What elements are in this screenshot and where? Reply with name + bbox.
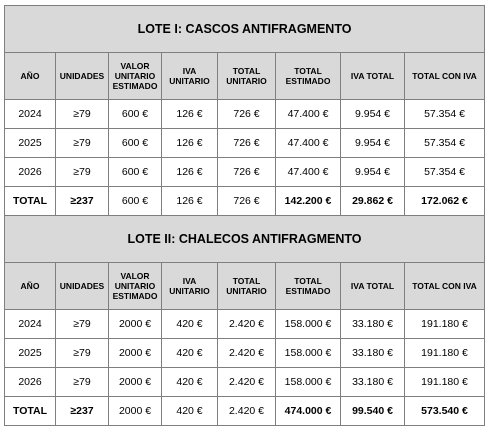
cell-year: 2026 [5,158,56,187]
cell-estimated-total: 47.400 € [276,158,341,187]
lot-title: LOTE I: CASCOS ANTIFRAGMENTO [5,6,485,53]
cell-unit-value: 600 € [109,158,162,187]
column-header-row [5,53,485,100]
column-header-row [5,263,485,310]
column-header-units: UNIDADES [56,53,109,100]
column-header-estimated-total: TOTAL ESTIMADO [276,263,341,310]
cell-unit-total: 726 € [218,158,276,187]
cell-vat-total: 9.954 € [341,129,405,158]
cell-unit-value: 2000 € [109,339,162,368]
table-row [5,129,485,158]
cell-unit-vat: 420 € [162,368,218,397]
total-cell-unit-vat: 126 € [162,187,218,216]
pricing-document [4,5,484,426]
total-cell-year: TOTAL [5,187,56,216]
cell-vat-total: 9.954 € [341,100,405,129]
cell-vat-total: 9.954 € [341,158,405,187]
lot-title-row [5,6,485,53]
column-header-vat-total: IVA TOTAL [341,263,405,310]
column-header-year: AÑO [5,53,56,100]
cell-total-with-vat: 57.354 € [405,158,485,187]
total-cell-total-with-vat: 172.062 € [405,187,485,216]
lot-title-row [5,216,485,263]
column-header-units: UNIDADES [56,263,109,310]
total-cell-total-with-vat: 573.540 € [405,397,485,426]
cell-vat-total: 33.180 € [341,339,405,368]
lot-title: LOTE II: CHALECOS ANTIFRAGMENTO [5,216,485,263]
cell-vat-total: 33.180 € [341,368,405,397]
column-header-unit-vat: IVA UNITARIO [162,53,218,100]
column-header-unit-vat: IVA UNITARIO [162,263,218,310]
cell-total-with-vat: 191.180 € [405,310,485,339]
total-cell-vat-total: 29.862 € [341,187,405,216]
cell-unit-value: 600 € [109,100,162,129]
table-row [5,339,485,368]
column-header-unit-total: TOTAL UNITARIO [218,263,276,310]
column-header-year: AÑO [5,263,56,310]
column-header-unit-value: VALOR UNITARIO ESTIMADO [109,263,162,310]
cell-estimated-total: 158.000 € [276,368,341,397]
total-cell-estimated-total: 474.000 € [276,397,341,426]
total-cell-unit-vat: 420 € [162,397,218,426]
table-row [5,158,485,187]
total-cell-units: ≥237 [56,187,109,216]
pricing-table [4,5,485,426]
cell-units: ≥79 [56,368,109,397]
cell-unit-total: 726 € [218,129,276,158]
total-cell-year: TOTAL [5,397,56,426]
column-header-unit-total: TOTAL UNITARIO [218,53,276,100]
cell-unit-total: 726 € [218,100,276,129]
cell-units: ≥79 [56,129,109,158]
cell-units: ≥79 [56,310,109,339]
cell-unit-vat: 126 € [162,100,218,129]
cell-total-with-vat: 191.180 € [405,368,485,397]
cell-year: 2024 [5,310,56,339]
table-body [5,6,485,426]
cell-estimated-total: 158.000 € [276,310,341,339]
total-cell-vat-total: 99.540 € [341,397,405,426]
cell-estimated-total: 158.000 € [276,339,341,368]
total-row [5,397,485,426]
cell-unit-total: 2.420 € [218,339,276,368]
cell-unit-value: 2000 € [109,368,162,397]
column-header-total-with-vat: TOTAL CON IVA [405,53,485,100]
cell-unit-total: 2.420 € [218,368,276,397]
column-header-total-with-vat: TOTAL CON IVA [405,263,485,310]
cell-total-with-vat: 191.180 € [405,339,485,368]
cell-unit-value: 600 € [109,129,162,158]
total-cell-unit-value: 600 € [109,187,162,216]
cell-estimated-total: 47.400 € [276,129,341,158]
cell-unit-vat: 126 € [162,158,218,187]
table-row [5,100,485,129]
cell-units: ≥79 [56,339,109,368]
total-cell-unit-total: 2.420 € [218,397,276,426]
cell-year: 2024 [5,100,56,129]
cell-unit-vat: 126 € [162,129,218,158]
table-row [5,310,485,339]
cell-unit-vat: 420 € [162,339,218,368]
cell-units: ≥79 [56,158,109,187]
cell-year: 2026 [5,368,56,397]
cell-units: ≥79 [56,100,109,129]
cell-total-with-vat: 57.354 € [405,100,485,129]
column-header-unit-value: VALOR UNITARIO ESTIMADO [109,53,162,100]
total-cell-unit-total: 726 € [218,187,276,216]
total-cell-units: ≥237 [56,397,109,426]
column-header-vat-total: IVA TOTAL [341,53,405,100]
column-header-estimated-total: TOTAL ESTIMADO [276,53,341,100]
cell-unit-total: 2.420 € [218,310,276,339]
cell-unit-value: 2000 € [109,310,162,339]
cell-unit-vat: 420 € [162,310,218,339]
cell-year: 2025 [5,129,56,158]
cell-year: 2025 [5,339,56,368]
cell-estimated-total: 47.400 € [276,100,341,129]
cell-total-with-vat: 57.354 € [405,129,485,158]
total-cell-unit-value: 2000 € [109,397,162,426]
total-row [5,187,485,216]
total-cell-estimated-total: 142.200 € [276,187,341,216]
cell-vat-total: 33.180 € [341,310,405,339]
table-row [5,368,485,397]
